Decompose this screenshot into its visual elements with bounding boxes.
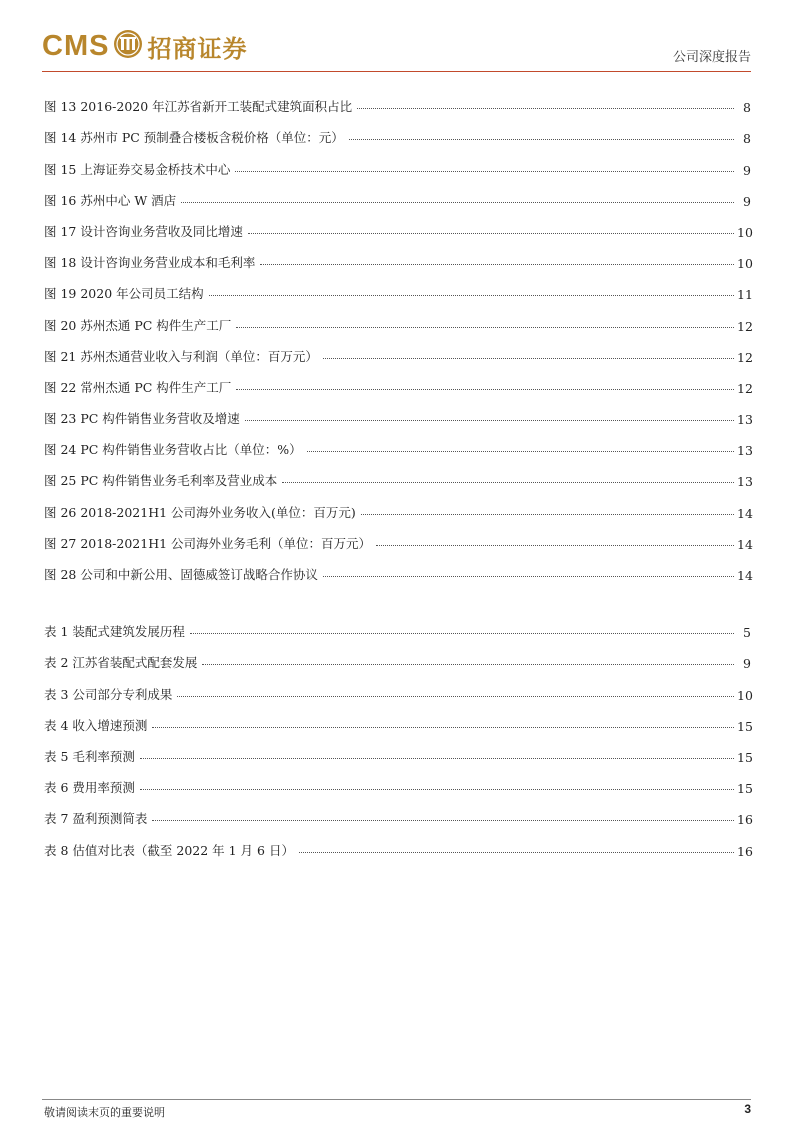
- dot-leader: [323, 576, 734, 577]
- toc-entry-label: 表 4 收入增速预测: [44, 717, 148, 733]
- toc-entry-label: 图 26 2018-2021H1 公司海外业务收入(单位：百万元): [44, 504, 356, 520]
- toc-entry-page: 14: [737, 568, 753, 583]
- logo-badge-icon: [113, 29, 143, 63]
- toc-entry-label: 图 28 公司和中新公用、固德威签订战略合作协议: [44, 567, 318, 582]
- toc-entry-table-7[interactable]: [44, 796, 751, 827]
- toc-entry-figure-25[interactable]: [44, 458, 751, 489]
- toc-entry-label: 图 21 苏州杰通营业收入与利润（单位：百万元）: [44, 348, 318, 364]
- toc-entry-label: 表 2 江苏省装配式配套发展: [44, 655, 198, 671]
- dot-leader: [376, 545, 734, 546]
- dot-leader: [307, 451, 734, 452]
- toc-entry-label: 图 14 苏州市 PC 预制叠合楼板含税价格（单位：元）: [44, 130, 344, 146]
- dot-leader: [152, 727, 734, 728]
- toc-entry-label: 图 20 苏州杰通 PC 构件生产工厂: [44, 317, 232, 333]
- dot-leader: [349, 139, 734, 140]
- dot-leader: [140, 789, 734, 790]
- dot-leader: [209, 295, 734, 296]
- toc-entry-page: 16: [737, 843, 753, 859]
- toc-entry-figure-14[interactable]: [44, 115, 751, 146]
- toc-entry-label: 图 27 2018-2021H1 公司海外业务毛利（单位：百万元）: [44, 535, 372, 551]
- toc-entry-figure-26[interactable]: [44, 489, 751, 520]
- toc-entry-label: 图 15 上海证券交易金桥技术中心: [44, 161, 231, 177]
- dot-leader: [202, 664, 734, 665]
- toc-entry-page: 14: [737, 536, 753, 552]
- toc-entry-page: 9: [743, 193, 751, 209]
- toc-entry-label: 图 24 PC 构件销售业务营收占比（单位：%）: [44, 442, 302, 458]
- dot-leader: [236, 389, 734, 390]
- dot-leader: [190, 633, 734, 634]
- toc-entry-table-4[interactable]: [44, 703, 751, 734]
- toc-entry-table-2[interactable]: [44, 640, 751, 671]
- toc-entry-page: 16: [737, 812, 753, 828]
- toc-entry-figure-19[interactable]: [44, 271, 751, 302]
- toc-entry-figure-28[interactable]: [44, 552, 751, 583]
- dot-leader: [181, 202, 734, 203]
- list-of-figures-and-tables: [44, 84, 751, 859]
- toc-entry-page: 14: [737, 505, 753, 521]
- toc-entry-label: 表 3 公司部分专利成果: [44, 686, 173, 702]
- dot-leader: [140, 758, 734, 759]
- toc-entry-page: 11: [737, 287, 753, 303]
- toc-entry-figure-23[interactable]: [44, 396, 751, 427]
- toc-entry-label: 图 25 PC 构件销售业务毛利率及营业成本: [44, 473, 278, 489]
- toc-entry-page: 12: [737, 380, 753, 396]
- toc-entry-page: 13: [737, 443, 753, 459]
- toc-entry-page: 12: [737, 349, 753, 365]
- toc-entry-figure-24[interactable]: [44, 427, 751, 458]
- dot-leader: [245, 420, 734, 421]
- toc-entry-page: 10: [737, 256, 753, 272]
- toc-entry-label: 图 16 苏州中心 W 酒店: [44, 192, 177, 208]
- toc-entry-page: 8: [743, 100, 751, 116]
- toc-entry-label: 表 6 费用率预测: [44, 780, 135, 796]
- page-header: [42, 26, 751, 72]
- footer-page-number: 3: [744, 1102, 751, 1116]
- toc-entry-label: 图 19 2020 年公司员工结构: [44, 286, 204, 302]
- toc-entry-figure-18[interactable]: [44, 240, 751, 271]
- logo-latin-text: CMS: [42, 29, 110, 62]
- toc-entry-label: 表 1 装配式建筑发展历程: [44, 624, 185, 640]
- dot-leader: [361, 514, 734, 515]
- toc-entry-label: 图 13 2016-2020 年江苏省新开工装配式建筑面积占比: [44, 99, 353, 115]
- toc-entry-table-6[interactable]: [44, 765, 751, 796]
- toc-entry-table-5[interactable]: [44, 734, 751, 765]
- toc-entry-label: 图 22 常州杰通 PC 构件生产工厂: [44, 379, 232, 395]
- dot-leader: [152, 820, 734, 821]
- logo-chinese-text: 招商证券: [147, 34, 248, 63]
- dot-leader: [235, 171, 734, 172]
- dot-leader: [248, 233, 734, 234]
- dot-leader: [177, 696, 734, 697]
- toc-entry-label: 表 8 估值对比表（截至 2022 年 1 月 6 日）: [44, 842, 294, 858]
- toc-entry-page: 9: [743, 656, 751, 672]
- toc-entry-label: 表 7 盈利预测简表: [44, 811, 148, 827]
- toc-entry-figure-27[interactable]: [44, 521, 751, 552]
- toc-entry-page: 8: [743, 131, 751, 147]
- toc-entry-figure-20[interactable]: [44, 302, 751, 333]
- toc-entry-figure-21[interactable]: [44, 334, 751, 365]
- toc-entry-page: 15: [737, 718, 753, 734]
- section-spacer: [44, 583, 751, 609]
- toc-entry-table-1[interactable]: [44, 609, 751, 640]
- toc-entry-table-3[interactable]: [44, 671, 751, 702]
- toc-entry-page: 9: [743, 162, 751, 178]
- toc-entry-page: 15: [737, 781, 753, 797]
- toc-entry-page: 15: [737, 749, 753, 765]
- toc-entry-page: 10: [737, 687, 753, 703]
- toc-entry-page: 5: [743, 625, 751, 641]
- toc-entry-page: 13: [737, 412, 753, 428]
- toc-entry-label: 图 23 PC 构件销售业务营收及增速: [44, 411, 240, 427]
- toc-entry-figure-22[interactable]: [44, 365, 751, 396]
- toc-entry-figure-15[interactable]: [44, 146, 751, 177]
- header-divider: [42, 71, 751, 72]
- dot-leader: [299, 852, 734, 853]
- dot-leader: [282, 482, 734, 483]
- toc-entry-page: 13: [737, 474, 753, 490]
- toc-entry-figure-16[interactable]: [44, 178, 751, 209]
- toc-entry-figure-17[interactable]: [44, 209, 751, 240]
- footer-disclaimer-note: 敬请阅读末页的重要说明: [44, 1106, 165, 1119]
- report-type-label: 公司深度报告: [672, 50, 751, 65]
- company-logo: [42, 26, 247, 66]
- footer-divider: [42, 1099, 751, 1100]
- dot-leader: [357, 108, 734, 109]
- dot-leader: [323, 358, 734, 359]
- dot-leader: [236, 327, 734, 328]
- toc-entry-label: 图 18 设计咨询业务营业成本和毛利率: [44, 255, 256, 271]
- toc-entry-figure-13[interactable]: [44, 84, 751, 115]
- toc-entry-table-8[interactable]: [44, 827, 751, 858]
- toc-entry-label: 表 5 毛利率预测: [44, 748, 135, 764]
- toc-entry-page: 12: [737, 318, 753, 334]
- dot-leader: [260, 264, 734, 265]
- toc-entry-page: 10: [737, 224, 753, 240]
- toc-entry-label: 图 17 设计咨询业务营收及同比增速: [44, 223, 243, 239]
